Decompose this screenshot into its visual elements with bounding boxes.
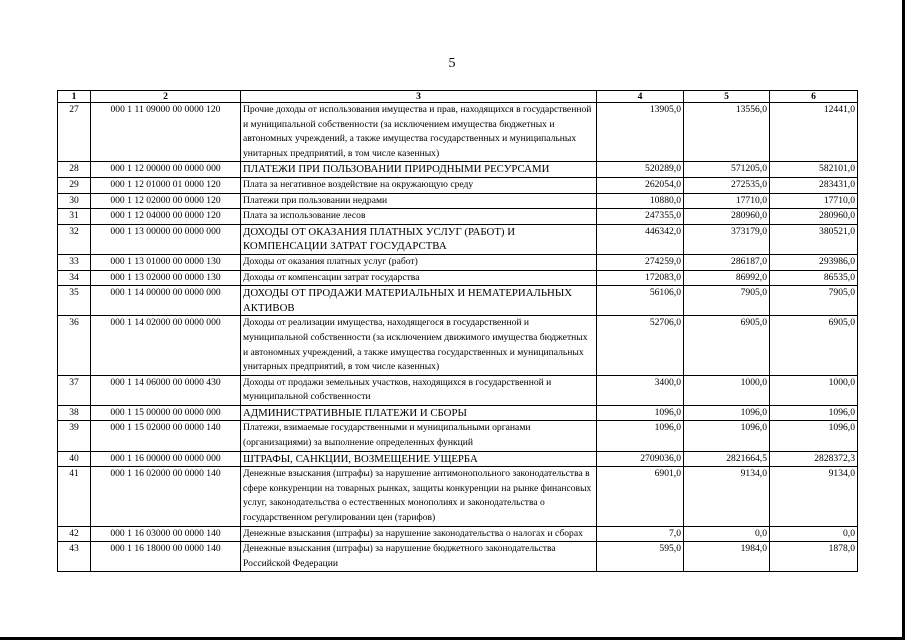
value-col-5: 0,0 — [684, 526, 770, 542]
revenue-name: Плата за негативное воздействие на окружающую среду — [241, 177, 597, 193]
revenue-name: ШТРАФЫ, САНКЦИИ, ВОЗМЕЩЕНИЕ УЩЕРБА — [241, 451, 597, 467]
value-col-4: 52706,0 — [597, 316, 684, 375]
value-col-6: 380521,0 — [770, 224, 858, 254]
table-row — [58, 162, 858, 178]
value-col-6: 1096,0 — [770, 405, 858, 421]
page-number: 5 — [448, 56, 456, 71]
value-col-4: 247355,0 — [597, 209, 684, 225]
revenue-name: Доходы от компенсации затрат государства — [241, 270, 597, 286]
value-col-5: 1096,0 — [684, 405, 770, 421]
budget-code: 000 1 16 03000 00 0000 140 — [91, 526, 241, 542]
header-col-2: 2 — [91, 91, 241, 103]
table-row — [58, 542, 858, 572]
revenue-name: Платежи, взимаемые государственными и муниципальными органами (организациями) за выполнение определенных функций — [241, 421, 597, 451]
header-col-4: 4 — [597, 91, 684, 103]
table-row — [58, 451, 858, 467]
header-col-5: 5 — [684, 91, 770, 103]
revenue-name: Прочие доходы от использования имущества и прав, находящихся в государственной и муниципальной собственности (за исключением имущества бюджетных и автономных учреждений, а также имущества государственных и муниципальных унитарных предприятий, в том числе казенных) — [241, 103, 597, 162]
value-col-6: 2828372,3 — [770, 451, 858, 467]
row-number: 34 — [58, 270, 91, 286]
budget-code: 000 1 12 04000 00 0000 120 — [91, 209, 241, 225]
value-col-4: 2709036,0 — [597, 451, 684, 467]
row-number: 42 — [58, 526, 91, 542]
value-col-4: 172083,0 — [597, 270, 684, 286]
revenue-name: ДОХОДЫ ОТ ПРОДАЖИ МАТЕРИАЛЬНЫХ И НЕМАТЕРИАЛЬНЫХ АКТИВОВ — [241, 286, 597, 316]
row-number: 39 — [58, 421, 91, 451]
header-col-1: 1 — [58, 91, 91, 103]
revenue-name: Денежные взыскания (штрафы) за нарушение антимонопольного законодательства в сфере конкуренции на товарных рынках, защиты конкуренции на рынке финансовых услуг, законодательства о естественных монополиях и законодательства о государственном регулировании цен (тарифов) — [241, 467, 597, 526]
value-col-5: 1000,0 — [684, 375, 770, 405]
value-col-5: 17710,0 — [684, 193, 770, 209]
table-row — [58, 375, 858, 405]
revenue-name: Платежи при пользовании недрами — [241, 193, 597, 209]
value-col-6: 293986,0 — [770, 254, 858, 270]
value-col-6: 1000,0 — [770, 375, 858, 405]
value-col-4: 56106,0 — [597, 286, 684, 316]
row-number: 33 — [58, 254, 91, 270]
value-col-4: 262054,0 — [597, 177, 684, 193]
budget-code: 000 1 12 02000 00 0000 120 — [91, 193, 241, 209]
table-row — [58, 421, 858, 451]
value-col-4: 7,0 — [597, 526, 684, 542]
header-col-3: 3 — [241, 91, 597, 103]
value-col-5: 2821664,5 — [684, 451, 770, 467]
value-col-4: 520289,0 — [597, 162, 684, 178]
value-col-5: 280960,0 — [684, 209, 770, 225]
table-row — [58, 224, 858, 254]
value-col-5: 272535,0 — [684, 177, 770, 193]
row-number: 40 — [58, 451, 91, 467]
value-col-6: 9134,0 — [770, 467, 858, 526]
header-col-6: 6 — [770, 91, 858, 103]
value-col-4: 3400,0 — [597, 375, 684, 405]
value-col-4: 1096,0 — [597, 421, 684, 451]
value-col-5: 13556,0 — [684, 103, 770, 162]
row-number: 29 — [58, 177, 91, 193]
value-col-4: 595,0 — [597, 542, 684, 572]
revenue-name: ПЛАТЕЖИ ПРИ ПОЛЬЗОВАНИИ ПРИРОДНЫМИ РЕСУРСАМИ — [241, 162, 597, 178]
value-col-6: 1878,0 — [770, 542, 858, 572]
value-col-4: 6901,0 — [597, 467, 684, 526]
table-row — [58, 193, 858, 209]
table-row — [58, 209, 858, 225]
budget-code: 000 1 14 00000 00 0000 000 — [91, 286, 241, 316]
table-header-row — [58, 91, 858, 103]
value-col-5: 1984,0 — [684, 542, 770, 572]
value-col-4: 1096,0 — [597, 405, 684, 421]
table-row — [58, 270, 858, 286]
revenue-name: ДОХОДЫ ОТ ОКАЗАНИЯ ПЛАТНЫХ УСЛУГ (РАБОТ) И КОМПЕНСАЦИИ ЗАТРАТ ГОСУДАРСТВА — [241, 224, 597, 254]
table-row — [58, 103, 858, 162]
budget-code: 000 1 15 00000 00 0000 000 — [91, 405, 241, 421]
value-col-4: 10880,0 — [597, 193, 684, 209]
revenue-name: Денежные взыскания (штрафы) за нарушение законодательства о налогах и сборах — [241, 526, 597, 542]
budget-code: 000 1 16 18000 00 0000 140 — [91, 542, 241, 572]
value-col-6: 17710,0 — [770, 193, 858, 209]
value-col-6: 1096,0 — [770, 421, 858, 451]
revenue-name: АДМИНИСТРАТИВНЫЕ ПЛАТЕЖИ И СБОРЫ — [241, 405, 597, 421]
table-row — [58, 405, 858, 421]
revenue-name: Доходы от продажи земельных участков, находящихся в государственной и муниципальной собственности — [241, 375, 597, 405]
revenue-name: Плата за использование лесов — [241, 209, 597, 225]
budget-code: 000 1 13 02000 00 0000 130 — [91, 270, 241, 286]
value-col-6: 7905,0 — [770, 286, 858, 316]
budget-code: 000 1 14 06000 00 0000 430 — [91, 375, 241, 405]
row-number: 30 — [58, 193, 91, 209]
row-number: 32 — [58, 224, 91, 254]
budget-code: 000 1 16 00000 00 0000 000 — [91, 451, 241, 467]
budget-code: 000 1 13 00000 00 0000 000 — [91, 224, 241, 254]
value-col-4: 13905,0 — [597, 103, 684, 162]
row-number: 43 — [58, 542, 91, 572]
revenue-name: Денежные взыскания (штрафы) за нарушение бюджетного законодательства Российской Федерации — [241, 542, 597, 572]
row-number: 27 — [58, 103, 91, 162]
value-col-6: 86535,0 — [770, 270, 858, 286]
budget-code: 000 1 14 02000 00 0000 000 — [91, 316, 241, 375]
value-col-5: 6905,0 — [684, 316, 770, 375]
budget-code: 000 1 13 01000 00 0000 130 — [91, 254, 241, 270]
value-col-5: 286187,0 — [684, 254, 770, 270]
row-number: 35 — [58, 286, 91, 316]
value-col-5: 9134,0 — [684, 467, 770, 526]
budget-code: 000 1 16 02000 00 0000 140 — [91, 467, 241, 526]
revenue-table — [57, 90, 858, 572]
row-number: 28 — [58, 162, 91, 178]
row-number: 37 — [58, 375, 91, 405]
row-number: 38 — [58, 405, 91, 421]
row-number: 36 — [58, 316, 91, 375]
table-row — [58, 526, 858, 542]
value-col-4: 274259,0 — [597, 254, 684, 270]
value-col-5: 373179,0 — [684, 224, 770, 254]
value-col-6: 6905,0 — [770, 316, 858, 375]
table-row — [58, 286, 858, 316]
value-col-6: 0,0 — [770, 526, 858, 542]
value-col-5: 7905,0 — [684, 286, 770, 316]
budget-code: 000 1 12 01000 01 0000 120 — [91, 177, 241, 193]
value-col-6: 280960,0 — [770, 209, 858, 225]
budget-code: 000 1 12 00000 00 0000 000 — [91, 162, 241, 178]
row-number: 31 — [58, 209, 91, 225]
value-col-5: 571205,0 — [684, 162, 770, 178]
table-row — [58, 316, 858, 375]
budget-code: 000 1 15 02000 00 0000 140 — [91, 421, 241, 451]
row-number: 41 — [58, 467, 91, 526]
value-col-6: 12441,0 — [770, 103, 858, 162]
value-col-5: 1096,0 — [684, 421, 770, 451]
value-col-4: 446342,0 — [597, 224, 684, 254]
revenue-name: Доходы от оказания платных услуг (работ) — [241, 254, 597, 270]
table-row — [58, 177, 858, 193]
revenue-name: Доходы от реализации имущества, находящегося в государственной и муниципальной собственности (за исключением движимого имущества бюджетных и автономных учреждений, а также имущества государственных и муниципальных унитарных предприятий, в том числе казенных) — [241, 316, 597, 375]
value-col-6: 582101,0 — [770, 162, 858, 178]
budget-code: 000 1 11 09000 00 0000 120 — [91, 103, 241, 162]
table-row — [58, 254, 858, 270]
value-col-5: 86992,0 — [684, 270, 770, 286]
value-col-6: 283431,0 — [770, 177, 858, 193]
table-row — [58, 467, 858, 526]
